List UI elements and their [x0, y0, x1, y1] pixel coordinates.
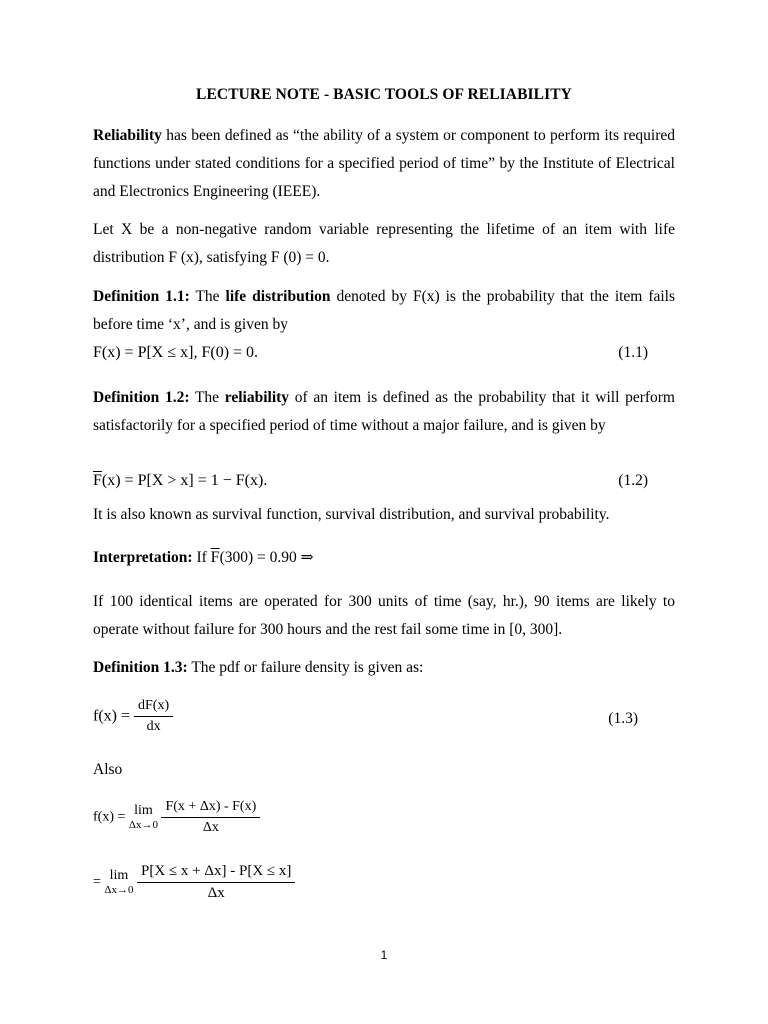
limit-equation-1-numerator: F(x + Δx) - F(x) [161, 799, 260, 818]
page-title: LECTURE NOTE - BASIC TOOLS OF RELIABILITY [196, 86, 572, 103]
reliability-term: Reliability [93, 127, 162, 144]
reliability-definition-text: has been defined as “the ability of a system or component to perform its required functions under stated conditions for a specified period of time” by the Institute of Electrical and Electronics Engineering (IEEE). [93, 127, 675, 200]
definition-1-2-text: of an item is defined as the probability that it will perform satisfactorily for a specified period of time without a major failure, and is given by [93, 389, 675, 434]
also-text: Also [93, 761, 123, 778]
definition-1-2-pre: The [189, 389, 225, 406]
definition-1-2-label: Definition 1.2: [93, 389, 190, 406]
equation-1-3-lhs: f(x) = [93, 707, 135, 725]
definition-1-1-paragraph [93, 283, 675, 339]
limit-equation-1-lim [129, 804, 158, 832]
equation-1-3-denominator: dx [146, 719, 161, 734]
life-distribution-term: life distribution [225, 288, 331, 305]
interpretation-paragraph: If 100 identical items are operated for 300 units of time (say, hr.), 90 items are likely to operate without failure for 300 hours and the rest fail some time in [0, 300]. [93, 593, 675, 638]
limit-equation-2-fraction [137, 863, 295, 902]
random-variable-paragraph: Let X be a non-negative random variable representing the lifetime of an item with life distribution F (x), satisfying F (0) = 0. [93, 221, 675, 266]
definition-1-3-text: The pdf or failure density is given as: [187, 659, 424, 676]
limit-equation-2 [93, 863, 653, 902]
reliability-term-2: reliability [224, 389, 290, 406]
definition-1-1-label: Definition 1.1: [93, 288, 190, 305]
equation-1-1-number: (1.1) [618, 344, 648, 361]
equation-1-3-fraction [134, 698, 173, 735]
definition-1-1-text: denoted by F(x) is the probability that the item fails before time ‘x’, and is given by [93, 288, 676, 333]
limit-equation-1-lim-sub: Δx→0 [128, 818, 158, 831]
limit-equation-2-denominator: Δx [207, 885, 225, 901]
limit-equation-2-lim-sub: Δx→0 [104, 883, 134, 896]
definition-1-1-pre: The [189, 288, 226, 305]
limit-equation-2-lhs: = [93, 874, 105, 890]
limit-equation-2-lim-word: lim [109, 867, 129, 883]
limit-equation-1-denominator: Δx [202, 820, 219, 835]
equation-1-2 [93, 472, 648, 490]
equation-1-1 [93, 344, 648, 362]
limit-equation-1-lhs: f(x) = [93, 809, 129, 825]
equation-1-3 [93, 698, 638, 742]
equation-1-2-body: (x) = P[X > x] = 1 − F(x). [101, 472, 268, 489]
limit-equation-1-fraction [161, 799, 260, 836]
equation-1-3-number: (1.3) [608, 710, 638, 727]
definition-1-3-paragraph [93, 654, 675, 682]
interpretation-pre: If [192, 549, 211, 566]
limit-equation-2-lim [104, 869, 133, 897]
limit-equation-2-numerator: P[X ≤ x + Δx] - P[X ≤ x] [137, 863, 295, 883]
equation-1-1-body: F(x) = P[X ≤ x], F(0) = 0. [93, 344, 259, 361]
equation-1-2-number: (1.2) [618, 472, 648, 489]
interpretation-line [93, 544, 675, 572]
limit-equation-1 [93, 799, 653, 836]
equation-1-2-bar-f: $\overline{F}$ [93, 472, 102, 489]
page-number: 1 [380, 948, 388, 962]
survival-note: It is also known as survival function, survival distribution, and survival probability. [93, 506, 610, 523]
interpretation-label: Interpretation: [93, 549, 193, 566]
equation-1-3-numerator: dF(x) [134, 698, 173, 717]
interpretation-rest: (300) = 0.90 ⇒ [219, 549, 314, 566]
interpretation-bar-f: $\overline{F}$ [210, 549, 220, 566]
definition-1-3-label: Definition 1.3: [93, 659, 188, 676]
definition-1-2-paragraph [93, 384, 675, 440]
reliability-definition-paragraph [93, 122, 675, 206]
limit-equation-1-lim-word: lim [134, 802, 153, 818]
